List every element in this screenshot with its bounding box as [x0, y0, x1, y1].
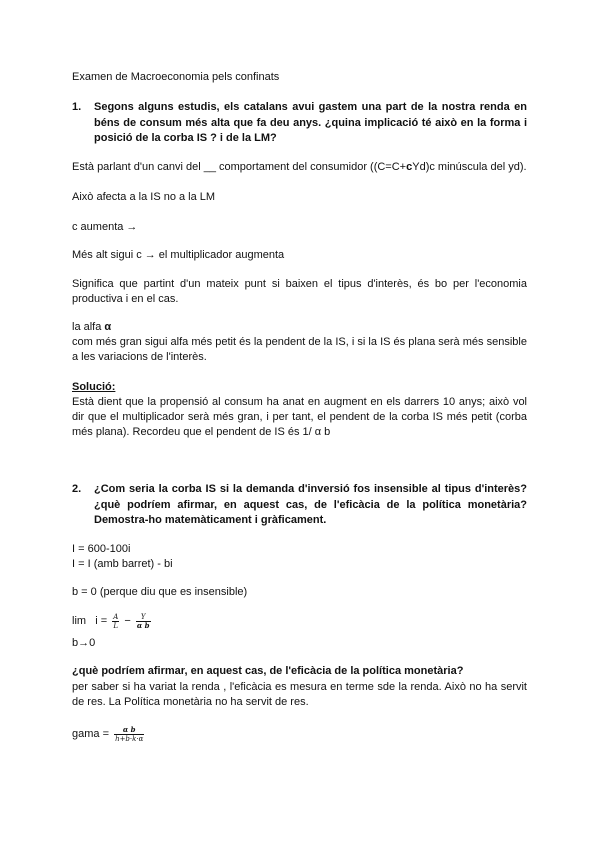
q1-note-multiplier: Més alt sigui c → el multiplicador augmenta — [72, 249, 285, 261]
gama-label: gama = — [72, 728, 113, 740]
q1-note-slope: com més gran sigui alfa més petit és la pendent de la IS, i si la IS és plana serà més sensible a les variacions de l'interès. — [72, 336, 527, 363]
question-1 — [72, 100, 527, 147]
fraction-y-over-alpha-b — [136, 613, 151, 630]
gama-numerator: α b — [114, 726, 144, 735]
fraction-denominator: L — [113, 621, 119, 630]
q2-note-investment-general: I = I (amb barret) - bi — [72, 558, 173, 570]
q1-note-alpha-text: la alfa — [72, 321, 105, 333]
question-2-text: ¿Com seria la corba IS si la demanda d'inversió fos insensible al tipus d'interès? ¿què podríem afirmar, en aquest cas, de l'eficàcia de la política monetària? Demostra-ho matemàticament i gràficament. — [94, 483, 527, 526]
q1-note-interest: Significa que partint d'un mateix punt si baixen el tipus d'interès, és bo per l'economia productiva i en el cas. — [72, 278, 527, 305]
question-2-number: 2. — [72, 483, 82, 495]
question-1-number: 1. — [72, 101, 82, 113]
q1-note-is-not-lm: Això afecta a la IS no a la LM — [72, 191, 216, 203]
q1-solution-label: Solució: — [72, 381, 116, 393]
q2-gama-formula — [72, 723, 527, 745]
q2-b-to-zero: b→0 — [72, 637, 96, 649]
document-title: Examen de Macroeconomia pels confinats — [72, 71, 280, 83]
q2-note-investment: I = 600-100i — [72, 543, 131, 555]
minus-sign: − — [121, 615, 134, 627]
gama-denominator: h+b·k·α — [115, 734, 144, 743]
q1-note-c-increases: c aumenta → — [72, 221, 138, 233]
gama-fraction — [114, 726, 144, 743]
q2-limit-formula — [72, 612, 527, 630]
lim-label: lim — [72, 615, 87, 627]
q1-note-consumer-behaviour — [72, 160, 527, 175]
q2-subquestion: ¿què podríem afirmar, en aquest cas, de l'eficàcia de la política monetària? — [72, 665, 464, 677]
q1-note-consumer-c: c — [406, 161, 413, 173]
question-1-text: Segons alguns estudis, els catalans avui gastem una part de la nostra renda en béns de consum més alta que fa deu anys. ¿quina implicació té això en la forma i posició de la corba IS ? i de la LM? — [94, 101, 527, 144]
fraction-numerator: A — [113, 612, 119, 621]
q2-answer: per saber si ha variat la renda , l'eficàcia es mesura en terme sde la renda. Això no ha servit de res. La Política monetària no ha servit de res. — [72, 681, 527, 708]
q1-note-consumer-text-a: Està parlant d'un canvi del __ comportament del consumidor ((C=C+ — [72, 161, 407, 173]
q1-note-alpha — [72, 320, 527, 335]
q1-solution-text: Està dient que la propensió al consum ha anat en augment en els darrers 10 anys; això vol dir que el multiplicador serà més gran, i per tant, el pendent de la corba IS més petit (corba més plana). Recordeu que el pendent de IS és 1/ α b — [72, 396, 527, 438]
fraction-numerator: Y — [136, 613, 151, 622]
i-equals: i = — [95, 615, 111, 627]
fraction-a-over-l — [112, 613, 119, 630]
q2-note-b-zero: b = 0 (perque diu que es insensible) — [72, 586, 248, 598]
q1-note-consumer-text-c: Yd)c minúscula del yd). — [412, 161, 527, 173]
fraction-denominator: α b — [136, 620, 150, 630]
alpha-symbol: α — [104, 321, 112, 333]
question-2 — [72, 482, 527, 529]
